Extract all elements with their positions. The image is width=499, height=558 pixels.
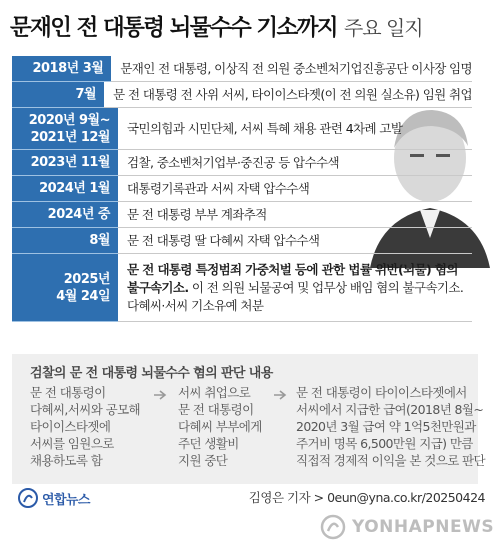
arrow-right-icon [154, 390, 168, 400]
timeline-row [12, 176, 472, 202]
timeline-row [12, 202, 472, 228]
timeline-event: 국민의힘과 시민단체, 서씨 특혜 채용 관련 4차례 고발 [118, 108, 472, 150]
title-subtitle: 주요 일지 [343, 16, 423, 40]
title-main: 문재인 전 대통령 뇌물수수 기소까지 [10, 15, 337, 41]
timeline-event: 대통령기록관과 서씨 자택 압수수색 [118, 176, 472, 202]
watermark-icon [320, 514, 346, 540]
timeline-event: 문 전 대통령 특정범죄 가중처벌 등에 관한 법률 위반(뇌물) 혐의 불구속기소. 이 전 의원 뇌물공여 및 업무상 배임 혐의 불구속기소. 다혜씨·서씨 기소유예 처분 [118, 254, 472, 322]
timeline-date: 7월 [12, 82, 104, 108]
timeline-event: 문 전 대통령 딸 다혜씨 자택 압수수색 [118, 228, 472, 254]
timeline-date: 2025년 4월 24일 [12, 254, 118, 322]
timeline-row [12, 108, 472, 150]
timeline-event: 문재인 전 대통령, 이상직 전 의원 중소벤처기업진흥공단 이사장 임명 [111, 56, 472, 82]
judgement-step-2: 서씨 취업으로 문 전 대통령이 다혜씨 부부에게 주던 생활비 지원 중단 [178, 385, 262, 468]
judgement-step-1: 문 전 대통령이 다혜씨,서씨와 공모해 타이이스타젯에 서씨를 임원으로 채용하도록 함 [30, 385, 141, 468]
timeline-date: 2024년 1월 [12, 176, 118, 202]
credit-line: 김영은 기자 > 0eun@yna.co.kr/20250424 [248, 490, 485, 505]
timeline-row [12, 82, 472, 108]
timeline [12, 56, 472, 322]
timeline-date: 2024년 중 [12, 202, 118, 228]
arrow-right-icon [274, 390, 288, 400]
timeline-date: 2023년 11월 [12, 150, 118, 176]
logo-text: 연합뉴스 [42, 492, 90, 508]
timeline-row [12, 254, 472, 322]
yonhap-logo [18, 488, 90, 508]
timeline-row [12, 150, 472, 176]
timeline-date: 2020년 9월~ 2021년 12월 [12, 108, 118, 150]
judgement-panel [12, 354, 485, 484]
timeline-event: 문 전 대통령 전 사위 서씨, 타이이스타젯(이 전 의원 실소유) 임원 취업 [104, 82, 472, 108]
watermark-text: YONHAPNEWS [352, 517, 495, 537]
judgement-step-3: 문 전 대통령이 타이이스타젯에서 서씨에서 지급한 급여(2018년 8월~ 2020년 3월 급여 약 1억5천만원과 주거비 명목 6,500만원 지급) 만큼 직접적 경제적 이익을 본 것으로 판단 [296, 385, 485, 468]
timeline-event: 검찰, 중소벤처기업부·중진공 등 압수수색 [118, 150, 472, 176]
timeline-event: 문 전 대통령 부부 계좌추적 [118, 202, 472, 228]
yonhap-logo-icon [18, 488, 38, 508]
judgement-title: 검찰의 문 전 대통령 뇌물수수 혐의 판단 내용 [30, 366, 273, 381]
page-title [10, 10, 423, 44]
timeline-row [12, 56, 472, 82]
timeline-date: 8월 [12, 228, 118, 254]
watermark [320, 514, 494, 540]
timeline-date: 2018년 3월 [12, 56, 111, 82]
timeline-row [12, 228, 472, 254]
